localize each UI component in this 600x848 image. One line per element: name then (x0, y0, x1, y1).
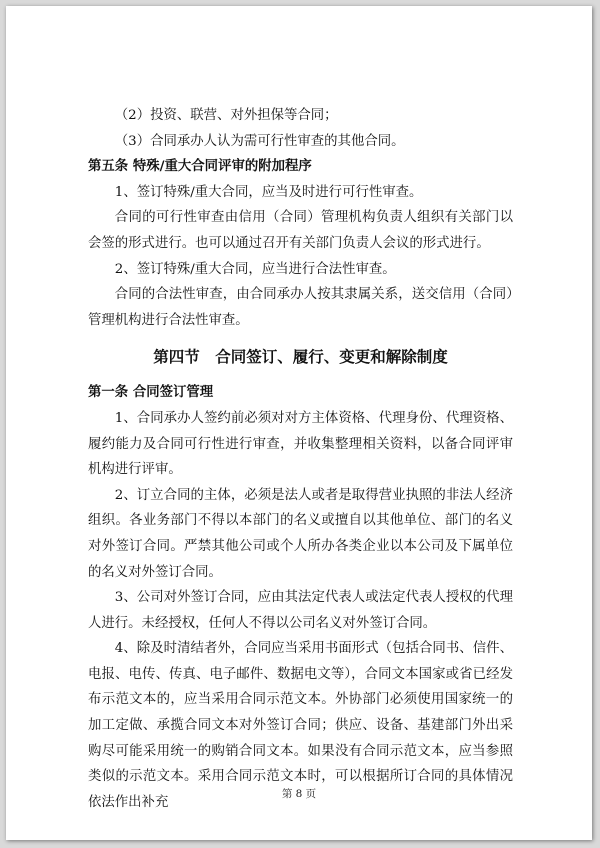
page-number: 第 8 页 (281, 788, 317, 800)
paragraph-item-2: （2）投资、联营、对外担保等合同； (114, 108, 338, 123)
section-title: 第四节 合同签订、履行、变更和解除制度 (153, 347, 448, 367)
article-5-paragraph-1: 1、签订特殊/重大合同，应当及时进行可行性审查。 (114, 184, 423, 200)
article-1-paragraph-2: 2、订立合同的主体，必须是法人或者是取得营业执照的非法人经济组织。各业务部门不得以本部门的名义或擅自以其他单位、部门的名义对外签订合同。严禁其他公司或个人所办各类企业以本公司及下属单位的名义对外签订合同。 (88, 487, 513, 580)
page-content (88, 103, 513, 815)
article-5-paragraph-3: 2、签订特殊/重大合同，应当进行合法性审查。 (114, 261, 396, 277)
article-5-heading: 第五条 特殊/重大合同评审的附加程序 (88, 158, 312, 175)
article-5-paragraph-4: 合同的合法性审查，由合同承办人按其隶属关系，送交信用（合同）管理机构进行合法性审查。 (88, 287, 513, 328)
article-1-heading: 第一条 合同签订管理 (88, 384, 214, 401)
document-page (6, 6, 592, 840)
article-1-paragraph-1: 1、合同承办人签约前必须对对方主体资格、代理身份、代理资格、履约能力及合同可行性进行审查，并收集整理相关资料，以备合同评审机构进行评审。 (88, 410, 513, 478)
article-1-paragraph-3: 3、公司对外签订合同，应由其法定代表人或法定代表人授权的代理人进行。未经授权，任何人不得以公司名义对外签订合同。 (88, 590, 513, 631)
article-5-paragraph-2: 合同的可行性审查由信用（合同）管理机构负责人组织有关部门以会签的形式进行。也可以通过召开有关部门负责人会议的形式进行。 (88, 210, 513, 251)
paragraph-item-3: （3）合同承办人认为需可行性审查的其他合同。 (114, 133, 405, 149)
article-1-paragraph-4: 4、除及时清结者外，合同应当采用书面形式（包括合同书、信件、电报、电传、传真、电子邮件、数据电文等），合同文本国家或省已经发布示范文本的，应当采用合同示范文本。外协部门必须使用国家统一的加工定做、承揽合同文本对外签订合同；供应、设备、基建部门外出采购尽可能采用统一的购销合同文本。如果没有合同示范文本，应当参照类似的示范文本。采用合同示范文本时，可以根据所订合同的具体情况依法作出补充 (88, 641, 513, 810)
